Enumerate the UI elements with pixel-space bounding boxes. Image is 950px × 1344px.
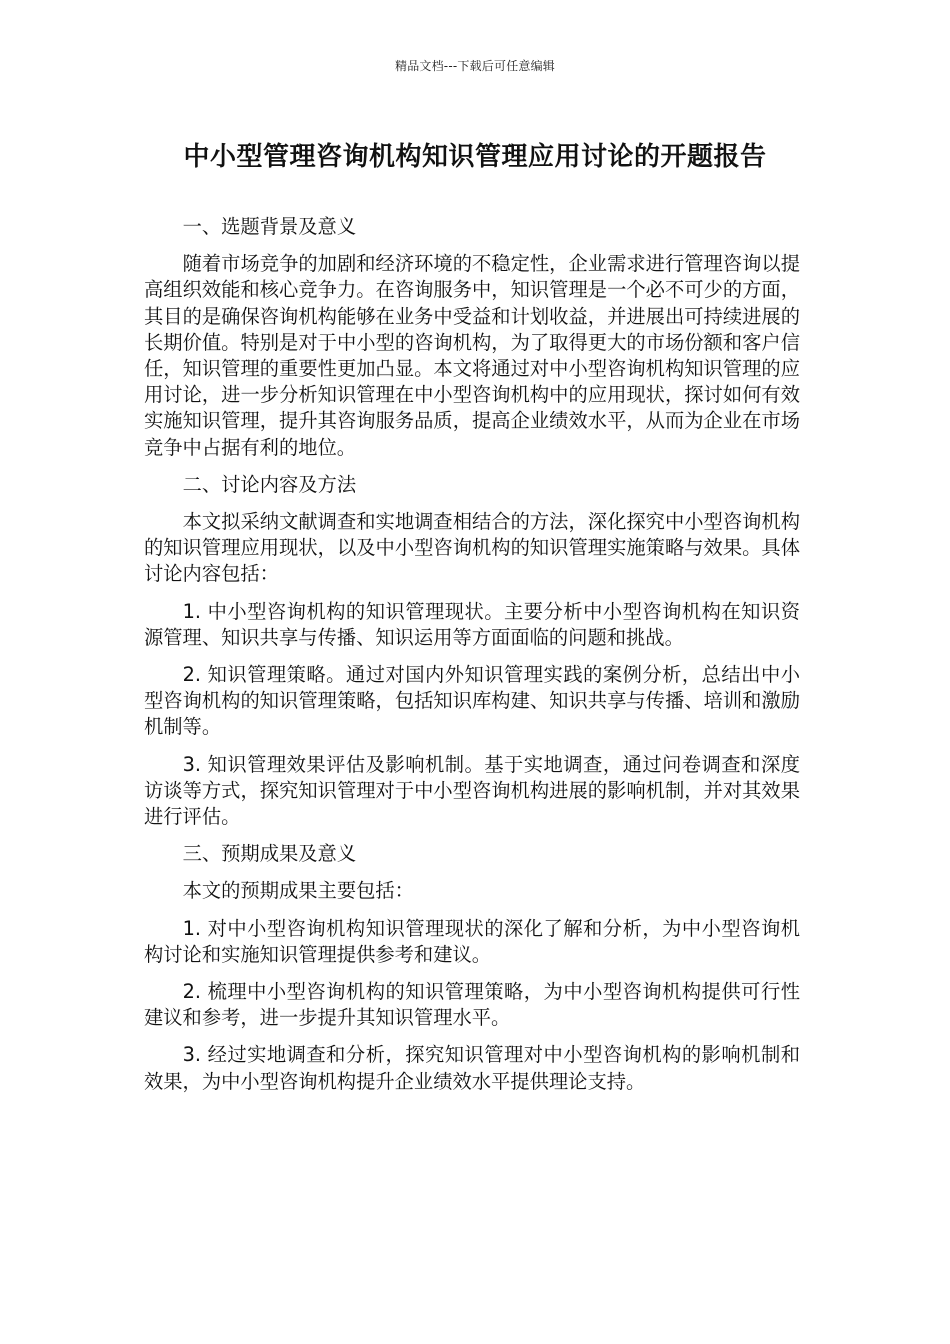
document-title: 中小型管理咨询机构知识管理应用讨论的开题报告 [183,142,767,172]
list-item-result-1: 1. 对中小型咨询机构知识管理现状的深化了解和分析，为中小型咨询机构讨论和实施知识管理提供参考和建议。 [144,916,800,966]
paragraph-method-intro: 本文拟采纳文献调查和实地调查相结合的方法，深化探究中小型咨询机构的知识管理应用现状，以及中小型咨询机构的知识管理实施策略与效果。具体讨论内容包括： [144,510,800,586]
list-item-result-3: 3. 经过实地调查和分析，探究知识管理对中小型咨询机构的影响机制和效果，为中小型咨询机构提升企业绩效水平提供理论支持。 [144,1043,800,1093]
list-item-result-2: 2. 梳理中小型咨询机构的知识管理策略，为中小型咨询机构提供可行性建议和参考，进一步提升其知识管理水平。 [144,980,800,1030]
list-item-content-1: 1. 中小型咨询机构的知识管理现状。主要分析中小型咨询机构在知识资源管理、知识共享与传播、知识运用等方面面临的问题和挑战。 [144,599,800,649]
list-item-content-3: 3. 知识管理效果评估及影响机制。基于实地调查，通过问卷调查和深度访谈等方式，探究知识管理对于中小型咨询机构进展的影响机制，并对其效果进行评估。 [144,752,800,829]
list-item-content-2: 2. 知识管理策略。通过对国内外知识管理实践的案例分析，总结出中小型咨询机构的知识管理策略，包括知识库构建、知识共享与传播、培训和激励机制等。 [144,663,800,739]
header-note: 精品文档---下载后可任意编辑 [395,59,555,73]
document-body [144,214,800,1106]
section-heading-background: 一、选题背景及意义 [182,215,357,238]
paragraph-results-intro: 本文的预期成果主要包括： [182,879,414,903]
paragraph-background: 随着市场竞争的加剧和经济环境的不稳定性，企业需求进行管理咨询以提高组织效能和核心竞争力。在咨询服务中，知识管理是一个必不可少的方面，其目的是确保咨询机构能够在业务中受益和计划收益，并进展出可持续进展的长期价值。特别是对于中小型的咨询机构，为了取得更大的市场份额和客户信任，知识管理的重要性更加凸显。本文将通过对中小型咨询机构知识管理的应用讨论，进一步分析知识管理在中小型咨询机构中的应用现状，探讨如何有效实施知识管理，提升其咨询服务品质，提高企业绩效水平，从而为企业在市场竞争中占据有利的地位。 [144,252,800,459]
section-heading-content-method: 二、讨论内容及方法 [182,472,357,496]
section-heading-expected-results: 三、预期成果及意义 [182,842,357,866]
